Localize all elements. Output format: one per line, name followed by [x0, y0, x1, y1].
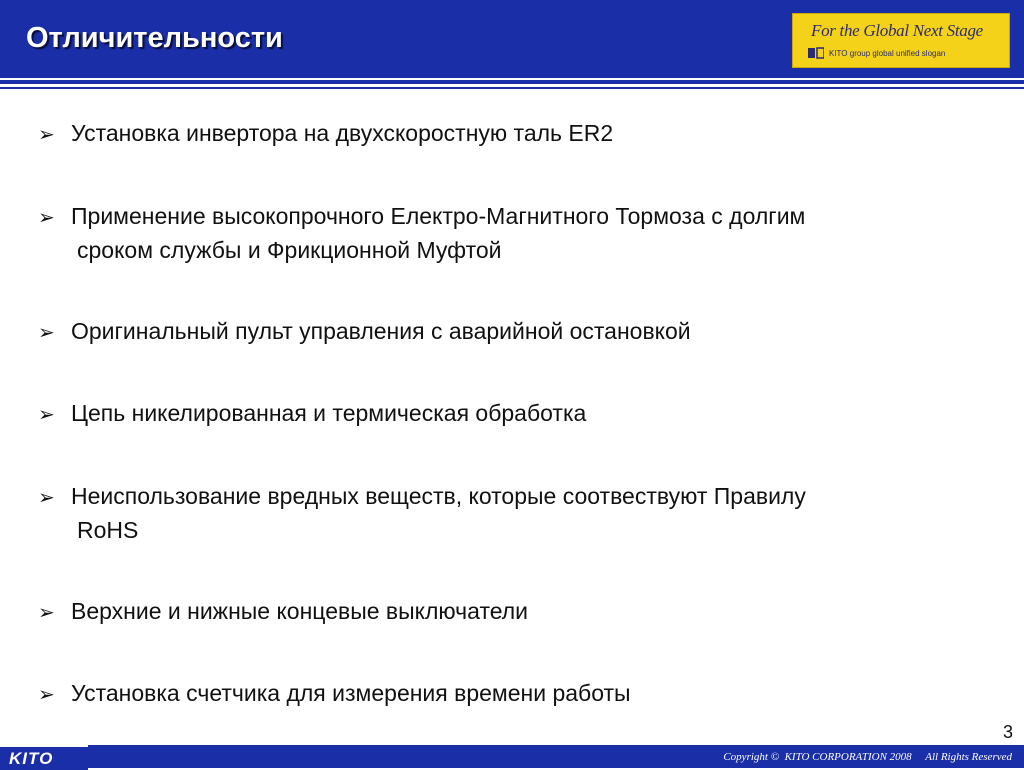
- bullet-text-continuation: RoHS: [77, 517, 139, 543]
- slogan-banner: [792, 13, 1010, 68]
- slide-title: Отличительности: [26, 22, 283, 54]
- kito-logo: [0, 745, 88, 770]
- bullet-arrow-icon: ➢: [38, 684, 55, 706]
- bullet-arrow-icon: ➢: [38, 124, 55, 146]
- header-rule-thick: [0, 80, 1024, 84]
- bullet-text: Верхние и нижные концевые выключатели: [71, 598, 529, 624]
- bullet-text: Оригинальный пульт управления с аварийной остановкой: [71, 318, 691, 344]
- bullet-item: [38, 200, 998, 266]
- bullet-arrow-icon: ➢: [38, 602, 55, 624]
- bullet-arrow-icon: ➢: [38, 322, 55, 344]
- copyright-text: Copyright © KITO CORPORATION 2008 All Rights Reserved: [723, 751, 1012, 763]
- bullet-item: [38, 480, 998, 546]
- bullet-text: Неиспользование вредных веществ, которые соотвествуют Правилу: [71, 483, 806, 509]
- footer-bar: [0, 745, 1024, 768]
- slogan-subtext: KITO group global unified slogan: [829, 49, 946, 58]
- title-bar: [0, 0, 1024, 78]
- bullet-text-continuation: сроком службы и Фрикционной Муфтой: [77, 237, 502, 263]
- slogan-text: For the Global Next Stage: [811, 21, 983, 40]
- bullet-item: [38, 397, 998, 431]
- bullet-text: Установка инвертора на двухскоростную таль ER2: [71, 120, 614, 146]
- header-rule-thin: [0, 87, 1024, 89]
- bullet-item: [38, 677, 998, 711]
- bullet-item: [38, 595, 998, 629]
- kito-mini-logo-icon: [808, 47, 824, 59]
- page-number: 3: [1002, 722, 1013, 742]
- bullet-item: [38, 117, 998, 151]
- bullet-text: Установка счетчика для измерения времени работы: [71, 680, 631, 706]
- bullet-arrow-icon: ➢: [38, 404, 55, 426]
- bullet-text: Применение высокопрочного Електро-Магнитного Тормоза с долгим: [71, 203, 806, 229]
- bullet-text: Цепь никелированная и термическая обработка: [71, 400, 587, 426]
- bullet-arrow-icon: ➢: [38, 487, 55, 509]
- bullet-arrow-icon: ➢: [38, 207, 55, 229]
- kito-logo-text: KITO: [9, 749, 54, 768]
- bullet-item: [38, 315, 998, 349]
